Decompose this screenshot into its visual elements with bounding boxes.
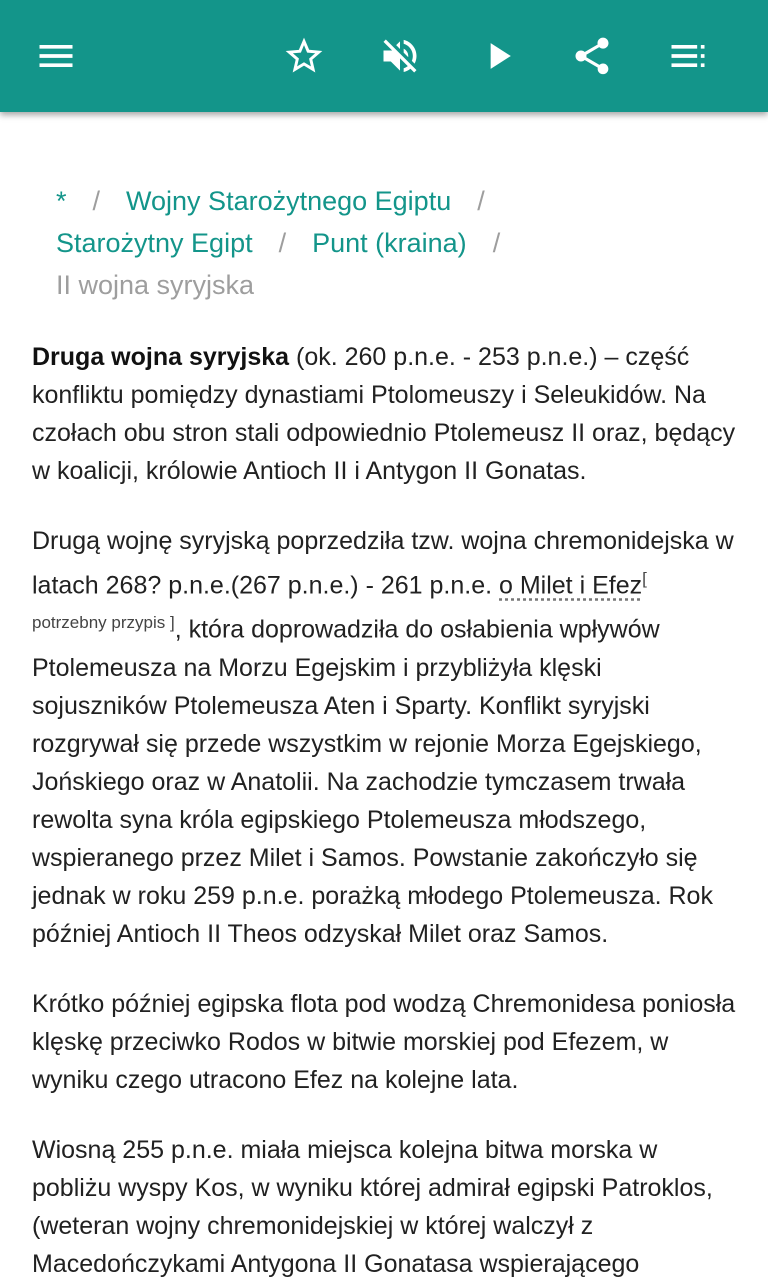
share-button[interactable] [560, 24, 624, 88]
paragraph [32, 338, 740, 490]
mute-button[interactable] [368, 24, 432, 88]
breadcrumb-separator: / [477, 186, 485, 216]
breadcrumb-link[interactable]: Starożytny Egipt [56, 228, 253, 258]
breadcrumb-root-link[interactable]: * [56, 186, 67, 216]
favorite-button[interactable] [272, 24, 336, 88]
list-icon [666, 34, 710, 78]
play-button[interactable] [466, 24, 530, 88]
breadcrumb-separator: / [92, 186, 101, 216]
paragraph: Krótko później egipska flota pod wodzą Chremonidesa poniosła klęskę przeciwko Rodos w bitwie morskiej pod Efezem, w wyniku czego utracono Efez na kolejne lata. [32, 989, 736, 1094]
star-outline-icon [282, 34, 326, 78]
paragraph-text: , która doprowadziła do osłabienia wpływów Ptolemeusza na Morzu Egejskim i przybliżyła klęski sojuszników Ptolemeusza Aten i Sparty. Konflikt syryjski rozgrywał się przede wszystkim w rejonie Morza Egejskiego, Jońskiego oraz w Anatolii. Na zachodzie tymczasem trwała rewolta syna króla egipskiego Ptolemeusza młodszego, wspieranego przez Milet i Samos. Powstanie zakończyło się jednak w roku 259 p.n.e. porażką młodego Ptolemeusza. Rok później Antioch II Theos odzyskał Milet oraz Samos. [32, 615, 713, 948]
share-icon [570, 34, 614, 78]
inline-link[interactable]: o Milet i Efez [499, 571, 643, 600]
breadcrumb-current: II wojna syryjska [56, 270, 255, 300]
breadcrumb-separator: / [278, 228, 287, 258]
paragraph-text: Drugą wojnę syryjską poprzedziła tzw. wojna chremonidejska w latach 268? p.n.e.(267 p.n.e.) - 261 p.n.e. [32, 527, 734, 600]
breadcrumb [56, 180, 736, 306]
article-content [0, 112, 768, 1280]
citation-bracket-open: [ [642, 569, 647, 588]
volume-off-icon [378, 34, 422, 78]
paragraph-text: (ok. 260 p.n.e. - 253 p.n.e.) – część konfliktu pomiędzy dynastiami Ptolomeuszy i Seleukidów. Na czołach obu stron stali odpowiednio Ptolemeusz II oraz, będący w koalicji, królowie Antioch II i Antygon II Gonatas. [32, 343, 736, 485]
paragraph: Wiosną 255 p.n.e. miała miejsca kolejna bitwa morska w pobliżu wyspy Kos, w wyniku której admirał egipski Patroklos, (weteran wojny chremonidejskiej w której walczył z Macedończykami Antygona II Gonatasa wspierającego [32, 1135, 713, 1278]
article-body [32, 338, 740, 1280]
breadcrumb-separator: / [492, 228, 501, 258]
citation-bracket-close: ] [169, 613, 175, 633]
breadcrumb-link[interactable]: Wojny Starożytnego Egiptu [126, 186, 452, 216]
menu-icon [34, 34, 78, 78]
article-title-term: Druga wojna syryjska [32, 343, 290, 371]
contents-button[interactable] [656, 24, 720, 88]
breadcrumb-link[interactable]: Punt (kraina) [312, 228, 467, 258]
play-icon [476, 34, 520, 78]
menu-button[interactable] [24, 24, 88, 88]
paragraph [32, 522, 740, 953]
citation-text: potrzebny przypis [32, 613, 166, 633]
app-toolbar [0, 0, 768, 112]
